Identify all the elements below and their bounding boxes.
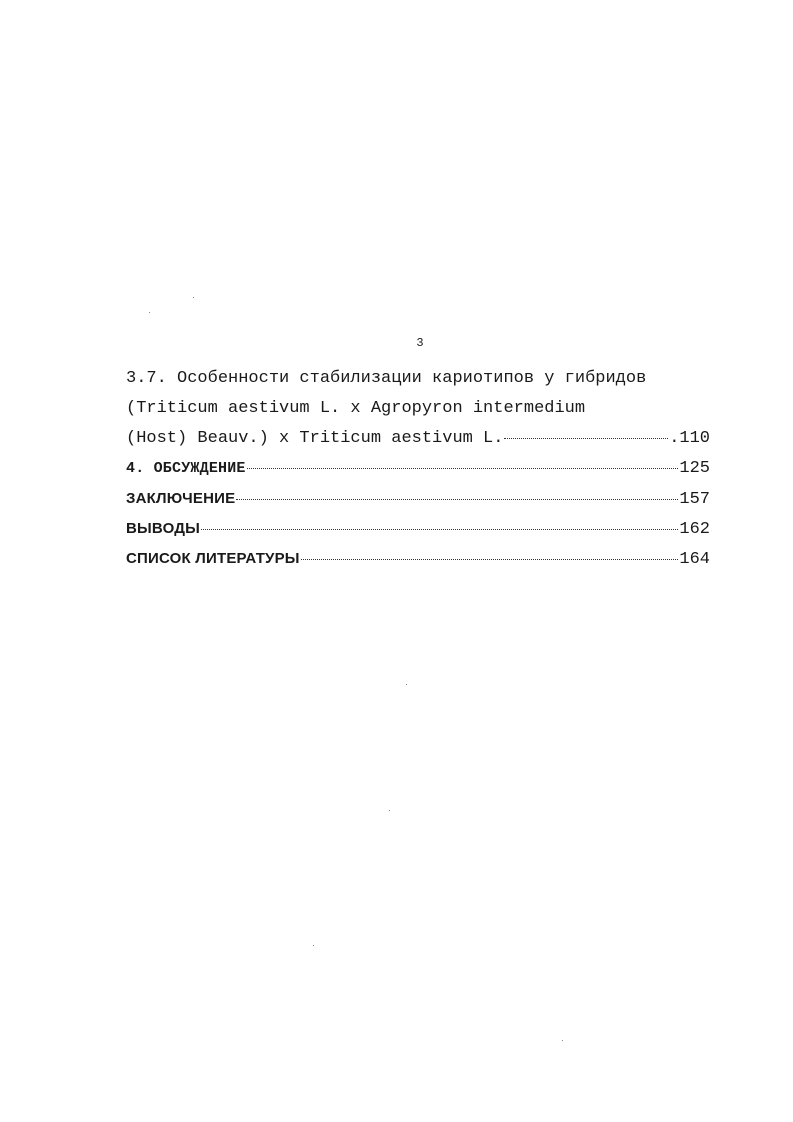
toc-entry-3-7-title: (Host) Beauv.) x Triticum aestivum L. [126,429,504,448]
toc-entry-3-7-line-1: 3.7. Особенности стабилизации кариотипов у гибридов [126,369,647,388]
toc-entry-conclusion-title: ЗАКЛЮЧЕНИЕ [126,490,236,507]
toc-entry-findings-page: 162 [679,520,710,539]
scan-speck [149,312,150,313]
toc-entry-references [126,544,710,574]
toc-entry-findings-title: ВЫВОДЫ [126,520,201,537]
dot-leader [301,559,679,560]
toc-entry-3-7-page: .110 [669,429,710,448]
toc-entry-3-7-line-3 [126,424,710,454]
toc-entry-4-page: 125 [679,459,710,478]
toc-entry-references-page: 164 [679,550,710,569]
table-of-contents [126,364,710,574]
scan-speck [193,297,194,298]
dot-leader [504,438,668,439]
page-number: 3 [416,336,424,350]
dot-leader [247,468,679,469]
scan-speck [406,684,407,685]
toc-entry-conclusion-page: 157 [679,490,710,509]
toc-entry-3-7-line-2: (Triticum aestivum L. x Agropyron intermedium [126,399,586,418]
scan-speck [389,810,390,811]
toc-entry-4 [126,454,710,484]
dot-leader [236,499,678,500]
scan-speck [562,1040,563,1041]
scan-speck [313,945,314,946]
toc-entry-findings [126,514,710,544]
dot-leader [201,529,678,530]
toc-entry-references-title: СПИСОК ЛИТЕРАТУРЫ [126,550,300,567]
toc-entry-conclusion [126,484,710,514]
toc-entry-4-title: 4. ОБСУЖДЕНИЕ [126,460,246,477]
